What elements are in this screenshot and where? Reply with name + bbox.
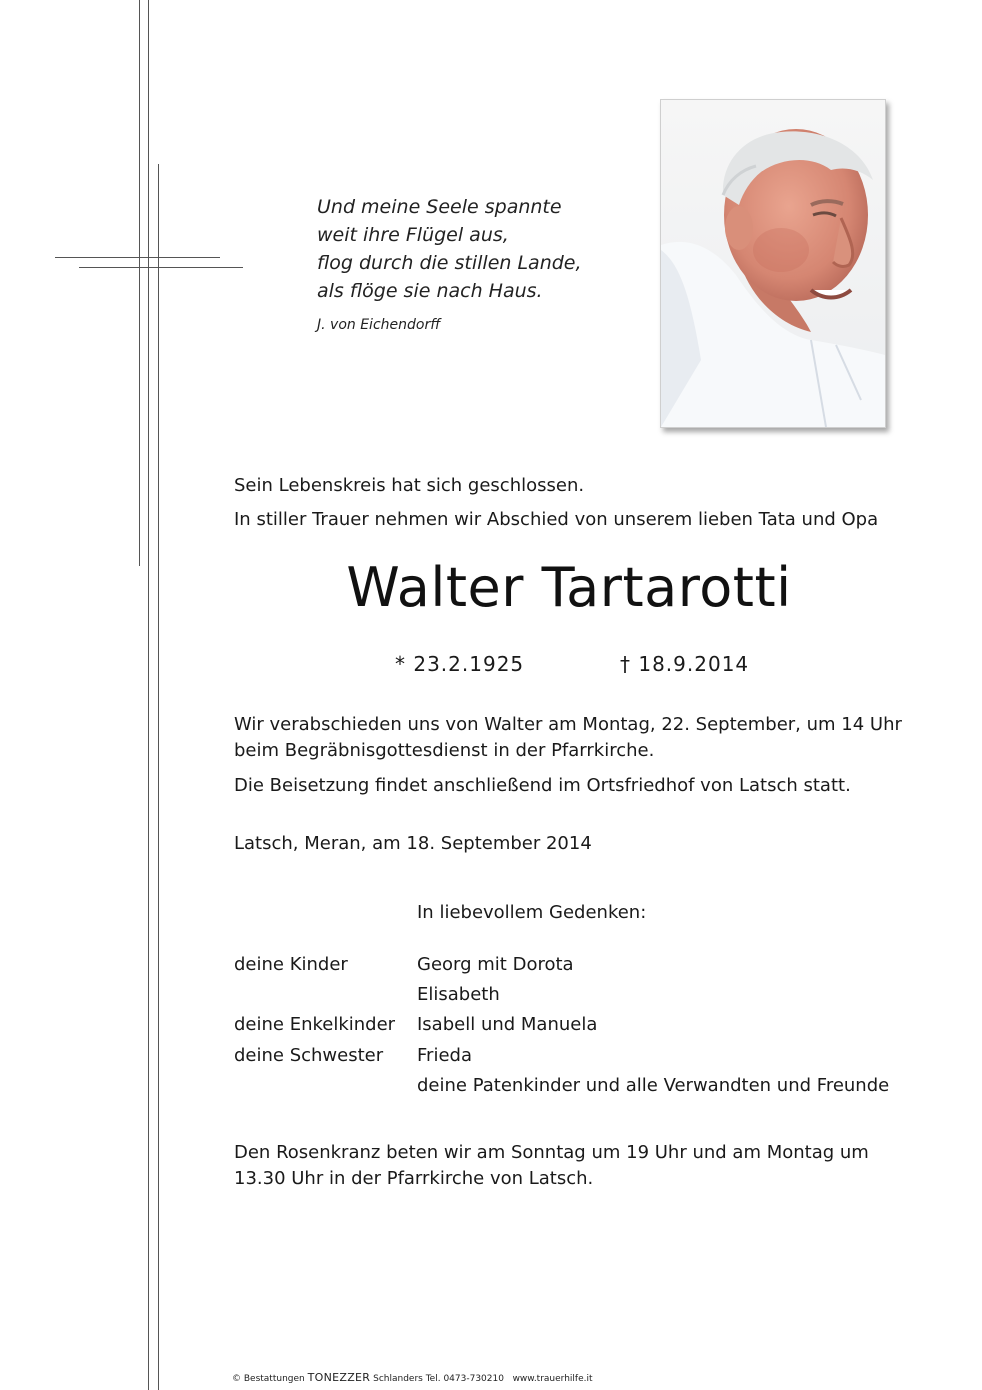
poem-line: Und meine Seele spannte [317, 196, 562, 218]
relative-names: deine Patenkinder und alle Verwandten und Freunde [417, 1075, 890, 1096]
rosary-line: Den Rosenkranz beten wir am Sonntag um 19 Uhr und am Montag um [234, 1142, 869, 1163]
burial-paragraph: Die Beisetzung findet anschließend im Ortsfriedhof von Latsch statt. [234, 775, 851, 796]
footer-phone: Tel. 0473-730210 [425, 1374, 504, 1384]
intro-line: In stiller Trauer nehmen wir Abschied von unserem lieben Tata und Opa [234, 509, 879, 530]
relative-relation: deine Enkelkinder [234, 1014, 396, 1035]
memory-heading: In liebevollem Gedenken: [417, 902, 647, 923]
relative-names: Frieda [417, 1045, 472, 1066]
cross-vertical-line [158, 164, 159, 1390]
rosary-paragraph [234, 1140, 869, 1192]
cross-vertical-line [139, 0, 140, 566]
poem-line: flog durch die stillen Lande, [317, 252, 582, 274]
footer-location: Schlanders [373, 1374, 423, 1384]
cross-vertical-line [148, 0, 149, 1390]
relative-names: Georg mit Dorota [417, 954, 574, 975]
rosary-line: 13.30 Uhr in der Pfarrkirche von Latsch. [234, 1168, 594, 1189]
service-line: beim Begräbnisgottesdienst in der Pfarrkirche. [234, 740, 655, 761]
service-line: Wir verabschieden uns von Walter am Montag, 22. September, um 14 Uhr [234, 714, 902, 735]
poem-line: weit ihre Flügel aus, [317, 224, 509, 246]
death-date: † 18.9.2014 [620, 652, 750, 676]
relative-names: Elisabeth [417, 984, 500, 1005]
cross-horizontal-line [79, 267, 243, 268]
relative-relation: deine Kinder [234, 954, 348, 975]
intro-line: Sein Lebenskreis hat sich geschlossen. [234, 475, 585, 496]
relative-names: Isabell und Manuela [417, 1014, 598, 1035]
place-date: Latsch, Meran, am 18. September 2014 [234, 833, 592, 854]
portrait-photo [660, 99, 886, 428]
birth-date: * 23.2.1925 [395, 652, 525, 676]
poem-author: J. von Eichendorff [317, 317, 441, 333]
footer-website: www.trauerhilfe.it [512, 1374, 593, 1384]
footer [232, 1371, 593, 1384]
poem-line: als flöge sie nach Haus. [317, 280, 543, 302]
relative-relation: deine Schwester [234, 1045, 384, 1066]
deceased-name: Walter Tartarotti [346, 556, 792, 619]
cross-horizontal-line [55, 257, 220, 258]
footer-brand: TONEZZER [307, 1371, 371, 1384]
service-paragraph [234, 712, 902, 764]
poem [317, 193, 582, 305]
footer-prefix: © Bestattungen [232, 1374, 305, 1384]
